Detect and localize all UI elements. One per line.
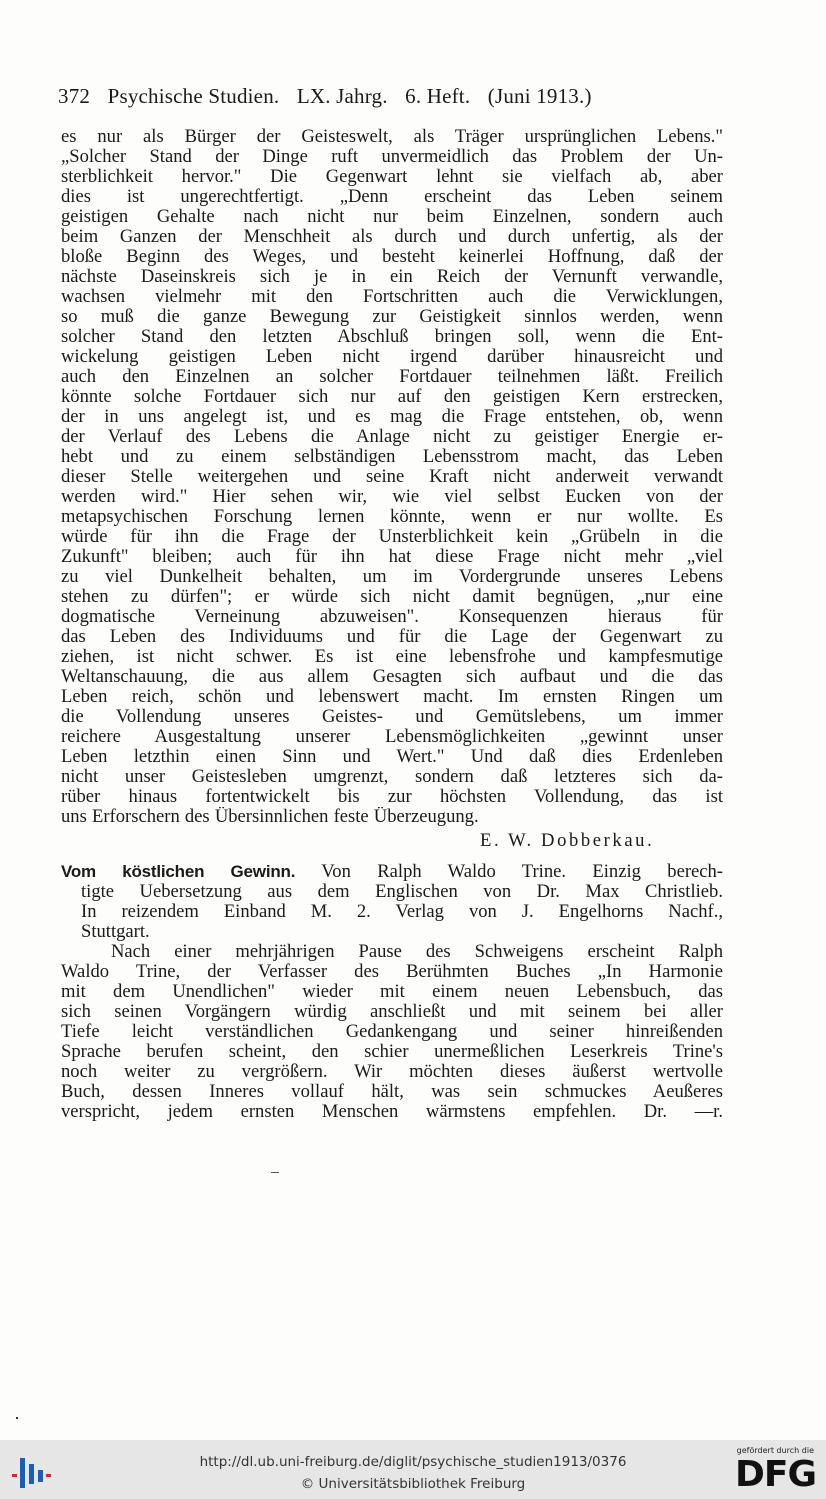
article-line: Zukunft" bleiben; auch für ihn hat diese Frage nicht mehr „viel — [61, 547, 723, 567]
review-heading-line — [61, 862, 723, 882]
article-line: Leben letzthin einen Sinn und Wert." Und daß dies Erdenleben — [61, 747, 723, 767]
review-citation-line: Stuttgart. — [81, 922, 150, 942]
article-line: die Vollendung unseres Geistes- und Gemütslebens, um immer — [61, 707, 723, 727]
article-line: auch den Einzelnen an solcher Fortdauer teilnehmen läßt. Freilich — [61, 367, 723, 387]
review-body-line: Sprache berufen scheint, den schier unermeßlichen Leserkreis Trine's — [61, 1042, 723, 1062]
article-line: dieser Stelle weitergehen und seine Kraft nicht anderweit verwandt — [61, 467, 723, 487]
review-body-line: Waldo Trine, der Verfasser des Berühmten Buches „In Harmonie — [61, 962, 723, 982]
review-citation-line: In reizendem Einband M. 2. Verlag von J. Engelhorns Nachf., — [81, 902, 723, 922]
issue-date: (Juni 1913.) — [487, 84, 592, 108]
funding-note: gefördert durch die — [736, 1446, 814, 1455]
dfg-logo[interactable]: DFG — [734, 1454, 816, 1495]
article-signature: E. W. Dobberkau. — [480, 830, 655, 851]
article-body — [61, 127, 723, 827]
article-line: sterblichkeit hervor." Die Gegenwart lehnt sie vielfach ab, aber — [61, 167, 723, 187]
article-line: es nur als Bürger der Geisteswelt, als Träger ursprünglichen Lebens." — [61, 127, 723, 147]
article-line: solcher Stand den letzten Abschluß bringen soll, wenn die Ent- — [61, 327, 723, 347]
review-body-line: Nach einer mehrjährigen Pause des Schweigens erscheint Ralph — [111, 942, 723, 962]
issue-label: 6. Heft. — [405, 84, 471, 108]
review-body-line: Buch, dessen Inneres vollauf hält, was sein schmuckes Aeußeres — [61, 1082, 723, 1102]
article-line: stehen zu dürfen"; er würde sich nicht damit begnügen, „nur eine — [61, 587, 723, 607]
review-body-line: noch weiter zu vergrößern. Wir möchten dieses äußerst wertvolle — [61, 1062, 723, 1082]
print-dash-mark — [271, 1172, 279, 1173]
article-line: zu viel Dunkelheit behalten, um im Vordergrunde unseres Lebens — [61, 567, 723, 587]
article-line: bloße Beginn des Weges, und besteht keinerlei Hoffnung, daß der — [61, 247, 723, 267]
article-line: nicht unser Geistesleben umgrenzt, sondern daß letzteres sich da- — [61, 767, 723, 787]
article-line: der in uns angelegt ist, und es mag die Frage entstehen, ob, wenn — [61, 407, 723, 427]
article-line: so muß die ganze Bewegung zur Geistigkeit sinnlos werden, wenn — [61, 307, 723, 327]
article-line: nächste Daseinskreis sich je in ein Reich der Vernunft verwandle, — [61, 267, 723, 287]
running-header — [58, 84, 758, 109]
book-review — [61, 862, 723, 1122]
article-line: dies ist ungerechtfertigt. „Denn erscheint das Leben seinem — [61, 187, 723, 207]
volume-label: LX. Jahrg. — [296, 84, 388, 108]
article-line: „Solcher Stand der Dinge ruft unvermeidlich das Problem der Un- — [61, 147, 723, 167]
scan-speck — [16, 1417, 18, 1419]
permalink-url[interactable]: http://dl.ub.uni-freiburg.de/diglit/psychische_studien1913/0376 — [199, 1454, 627, 1470]
article-line: geistigen Gehalte nach nicht nur beim Einzelnen, sondern auch — [61, 207, 723, 227]
article-line: das Leben des Individuums und für die Lage der Gegenwart zu — [61, 627, 723, 647]
article-line: hebt und zu einem selbständigen Lebensstrom macht, das Leben — [61, 447, 723, 467]
article-line: ziehen, ist nicht schwer. Es ist eine lebensfrohe und kampfesmutige — [61, 647, 723, 667]
article-line: dogmatische Verneinung abzuweisen". Konsequenzen hieraus für — [61, 607, 723, 627]
article-line: rüber hinaus fortentwickelt bis zur höchsten Vollendung, das ist — [61, 787, 723, 807]
article-line: metapsychischen Forschung lernen könnte, wenn er nur wollte. Es — [61, 507, 723, 527]
article-line: könnte solche Fortdauer sich nur auf den geistigen Kern erstrecken, — [61, 387, 723, 407]
article-line: Leben reich, schön und lebenswert macht. Im ernsten Ringen um — [61, 687, 723, 707]
review-citation-line: Von Ralph Waldo Trine. Einzig berech- — [321, 862, 723, 882]
article-line: würde für ihn die Frage der Unsterblichkeit kein „Grübeln in die — [61, 527, 723, 547]
viewer-footer — [0, 1440, 826, 1499]
article-line: werden wird." Hier sehen wir, wie viel selbst Eucken von der — [61, 487, 723, 507]
page-number: 372 — [58, 84, 91, 108]
article-line: reichere Ausgestaltung unserer Lebensmöglichkeiten „gewinnt unser — [61, 727, 723, 747]
review-body-line: sich seinen Vorgängern würdig anschließt und mit seinem bei aller — [61, 1002, 723, 1022]
article-line: wickelung geistigen Leben nicht irgend darüber hinausreicht und — [61, 347, 723, 367]
article-line: uns Erforschern des Übersinnlichen feste Überzeugung. — [61, 807, 479, 827]
review-body-line: verspricht, jedem ernsten Menschen wärmstens empfehlen. Dr. —r. — [61, 1102, 723, 1122]
journal-title: Psychische Studien. — [107, 84, 280, 108]
review-title: Vom köstlichen Gewinn. — [61, 862, 296, 881]
article-line: der Verlauf des Lebens die Anlage nicht zu geistiger Energie er- — [61, 427, 723, 447]
article-line: wachsen vielmehr mit den Fortschritten auch die Verwicklungen, — [61, 287, 723, 307]
copyright-notice: © Universitätsbibliothek Freiburg — [300, 1476, 526, 1492]
review-citation-line: tigte Uebersetzung aus dem Englischen von Dr. Max Christlieb. — [81, 882, 723, 902]
review-body-line: Tiefe leicht verständlichen Gedankengang und seiner hinreißenden — [61, 1022, 723, 1042]
article-line: beim Ganzen der Menschheit als durch und durch unfertig, als der — [61, 227, 723, 247]
article-line: Weltanschauung, die aus allem Gesagten sich aufbaut und die das — [61, 667, 723, 687]
review-body-line: mit dem Unendlichen" wieder mit einem neuen Lebensbuch, das — [61, 982, 723, 1002]
